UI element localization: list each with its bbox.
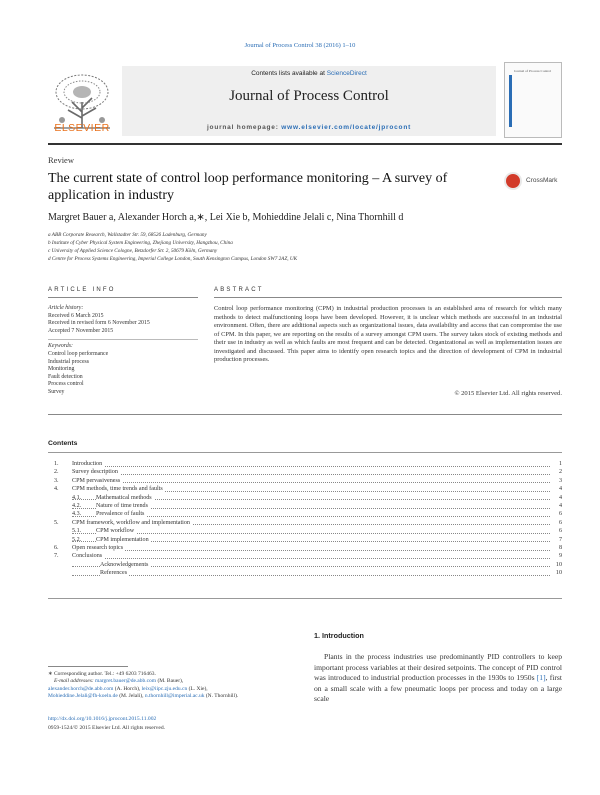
keywords-label: Keywords:	[48, 343, 73, 350]
email-line-1	[48, 678, 302, 685]
intro-text-part-1: Plants in the process industries use predominantly PID controllers to keep important process variables at their desired setpoints. The concept of PID control was introduced to industrial production processes in the 1930s to 1950s	[314, 652, 562, 683]
affiliation-d: d Centre for Process Systems Engineering, Imperial College London, South Kensington Campus, London SW7 2AZ, UK	[48, 256, 298, 262]
toc-entry-number: 7.	[54, 553, 59, 560]
keyword-item: Fault detection	[48, 373, 83, 380]
email-link-horch[interactable]: alexander.horch@de.abb.com	[48, 685, 114, 692]
abstract-header: ABSTRACT	[214, 287, 264, 293]
abstract-text: Control loop performance monitoring (CPM) in industrial production processes is an established area of research for which many methods to detect malfunctioning loops have been developed. However, it is unclear which methods are successful in an industrial environment. Often, there are additional aspects such as organizational issues, data availability and access that can compromise the use of CPM. In this paper, we are reporting on the results of a survey amongst CPM users. The survey takes stock of existing methods and their use in industry as well as which faults are most frequent and can be detected. Organizational as well as implementation issues are investigated and discussed. This paper aims to identify open research topics and the direction of development of CPM in industrial production processes.	[214, 305, 562, 363]
toc-entry-number: 4.1.	[72, 494, 82, 501]
toc-entry-page: 2	[558, 469, 562, 476]
toc-entry-title: Survey description	[72, 469, 118, 476]
toc-entry[interactable]	[48, 494, 562, 502]
email-link-xie[interactable]: leix@iipc.zju.edu.cn	[141, 685, 188, 692]
affiliation-b: b Institute of Cyber Physical System Engineering, Zhejiang University, Hangzhou, China	[48, 240, 233, 246]
article-info-column	[48, 305, 198, 397]
toc-leader-dots	[72, 533, 550, 534]
toc-leader-dots	[72, 482, 550, 483]
toc-entry-title: Introduction	[72, 461, 103, 467]
email-name-jelali: (M. Jelali),	[117, 693, 145, 700]
toc-leader-dots	[72, 474, 550, 475]
journal-cover-thumbnail[interactable]	[504, 62, 562, 138]
toc-entry-number: 6.	[54, 544, 59, 551]
email-name-thornhill: (N. Thornhill).	[204, 693, 239, 700]
toc-entry-page: 8	[558, 544, 562, 551]
toc-entry[interactable]	[48, 527, 562, 535]
toc-entry-page: 4	[558, 494, 562, 501]
email-name-bauer: (M. Bauer),	[156, 678, 184, 685]
toc-entry-page: 6	[558, 528, 562, 535]
toc-entry-title: Acknowledgements	[100, 561, 149, 568]
intro-text-part-2: , first on a small scale with a few pneumatic loops per process and today on a large scale	[314, 673, 563, 704]
email-name-xie: (L. Xie),	[187, 685, 208, 692]
abstract-rule	[214, 297, 562, 298]
history-received: Received 6 March 2015	[48, 312, 104, 319]
cover-stripe	[509, 75, 512, 127]
keyword-item: Survey	[48, 388, 65, 395]
toc-entry-title: CPM pervasiveness	[72, 477, 121, 484]
journal-masthead	[48, 62, 562, 140]
toc-entry-title: References	[100, 570, 128, 577]
toc-entry-title: Conclusions	[72, 553, 103, 560]
toc-leader-dots	[72, 575, 550, 576]
crossmark-icon	[504, 172, 522, 190]
toc-entry-title: Open research topics	[72, 544, 124, 551]
keyword-item: Control loop performance	[48, 350, 109, 357]
toc-entry-number: 5.2.	[72, 536, 82, 543]
info-divider	[48, 339, 198, 340]
corresponding-author-note: ∗ Corresponding author. Tel.: +49 6203 716463.	[48, 671, 156, 677]
toc-entry-number: 5.	[54, 519, 59, 526]
article-title: The current state of control loop performance monitoring – A survey of application in industry	[48, 171, 448, 203]
abstract-end-rule	[48, 414, 562, 415]
toc-entry[interactable]	[48, 460, 562, 468]
toc-entry-page: 6	[558, 519, 562, 526]
toc-entry[interactable]	[48, 536, 562, 544]
email-line-3	[48, 693, 302, 700]
toc-leader-dots	[72, 558, 550, 559]
toc-entry-page: 1	[558, 461, 562, 467]
toc-entry-number: 1.	[54, 461, 59, 467]
elsevier-wordmark: ELSEVIER	[54, 122, 110, 134]
issn-line: 0959-1524/© 2015 Elsevier Ltd. All rights reserved.	[48, 725, 166, 731]
toc-entry[interactable]	[48, 485, 562, 493]
history-revised: Received in revised form 6 November 2015	[48, 320, 150, 327]
toc-entry-number: 5.1.	[72, 528, 82, 535]
copyright-notice: © 2015 Elsevier Ltd. All rights reserved.	[454, 390, 562, 397]
toc-entry-title: Nature of time trends	[96, 502, 148, 509]
email-link-jelali[interactable]: Mohieddine.Jelali@fh-koeln.de	[48, 693, 118, 700]
toc-entry-number: 2.	[54, 469, 59, 476]
contents-rule	[48, 452, 562, 453]
footnote-rule	[48, 666, 128, 667]
footnotes	[48, 671, 302, 701]
toc-entry-page: 4	[558, 486, 562, 493]
email-link-thornhill[interactable]: n.thornhill@imperial.ac.uk	[144, 693, 205, 700]
toc-entry[interactable]	[48, 519, 562, 527]
toc-entry-title: CPM methods, time trends and faults	[72, 486, 163, 493]
author-list: Margret Bauer a, Alexander Horch a,∗, Lei Xie b, Mohieddine Jelali c, Nina Thornhill d	[48, 212, 404, 223]
article-type: Review	[48, 155, 74, 165]
toc-leader-dots	[72, 466, 550, 467]
homepage-link[interactable]: www.elsevier.com/locate/jprocont	[281, 124, 412, 131]
cover-title: Journal of Process Control	[514, 69, 552, 73]
toc-entry-page: 3	[558, 477, 562, 484]
affiliation-c: c University of Applied Science Cologne, Betzdorfer Str. 2, 50679 Köln, Germany	[48, 248, 218, 254]
toc-entry[interactable]	[48, 468, 562, 476]
contents-available-line	[122, 70, 496, 77]
citation-link[interactable]: [1]	[536, 673, 546, 683]
contents-header: Contents	[48, 440, 78, 447]
article-info-rule	[48, 297, 198, 298]
affiliation-a: a ABB Corporate Research, Wallstadter Str. 59, 68526 Ladenburg, Germany	[48, 232, 207, 238]
toc-entry-number: 4.3.	[72, 511, 82, 518]
contents-prefix: Contents lists available at	[251, 70, 327, 77]
toc-entry[interactable]	[48, 544, 562, 552]
toc-entry-title: CPM workflow	[96, 528, 135, 535]
toc-entry[interactable]	[48, 552, 562, 560]
journal-title: Journal of Process Control	[229, 88, 389, 104]
introduction-text	[314, 652, 562, 705]
email-name-horch: (A. Horch),	[113, 685, 142, 692]
toc-entry-page: 6	[558, 511, 562, 518]
keyword-item: Process control	[48, 381, 84, 388]
toc-entry[interactable]	[48, 477, 562, 485]
homepage-prefix: journal homepage:	[206, 124, 282, 131]
keyword-item: Industrial process	[48, 358, 90, 365]
toc-entry-number: 4.2.	[72, 502, 82, 509]
toc-entry-title: Prevalence of faults	[96, 511, 145, 518]
toc-leader-dots	[72, 550, 550, 551]
sciencedirect-link[interactable]: ScienceDirect	[326, 70, 367, 77]
toc-entry-number: 3.	[54, 477, 59, 484]
article-info-header: ARTICLE INFO	[48, 287, 116, 293]
toc-entry-page: 7	[558, 536, 562, 543]
toc-entry-title: CPM framework, workflow and implementation	[72, 519, 190, 526]
toc-entry-title: CPM implementation	[96, 536, 149, 543]
journal-header-box	[122, 66, 496, 136]
history-accepted: Accepted 7 November 2015	[48, 327, 114, 334]
history-label: Article history:	[48, 305, 84, 311]
toc-entry-number: 4.	[54, 486, 59, 493]
toc-entry[interactable]	[48, 502, 562, 510]
toc-entry-page: 4	[558, 502, 562, 509]
masthead-divider	[48, 143, 562, 145]
toc-entry-page: 10	[555, 570, 562, 577]
table-of-contents	[48, 460, 562, 577]
keyword-item: Monitoring	[48, 366, 75, 373]
crossmark-badge[interactable]	[504, 172, 564, 192]
email-label: E-mail addresses:	[54, 678, 94, 685]
email-link-bauer[interactable]: margret.bauer@de.abb.com	[95, 678, 157, 685]
journal-reference[interactable]: Journal of Process Control 38 (2016) 1–10	[244, 42, 356, 49]
toc-entry-page: 10	[555, 561, 562, 568]
toc-entry-title: Mathematical methods	[96, 494, 152, 501]
toc-entry-page: 9	[558, 553, 562, 560]
introduction-heading: 1. Introduction	[314, 631, 364, 640]
journal-homepage-line	[122, 124, 496, 131]
doi-link[interactable]: http://dx.doi.org/10.1016/j.jprocont.2015.11.002	[48, 716, 157, 722]
toc-entry[interactable]	[48, 561, 562, 569]
toc-entry[interactable]	[48, 510, 562, 518]
crossmark-label: CrossMark	[526, 177, 558, 184]
toc-entry[interactable]	[48, 569, 562, 577]
contents-end-rule	[48, 598, 562, 599]
